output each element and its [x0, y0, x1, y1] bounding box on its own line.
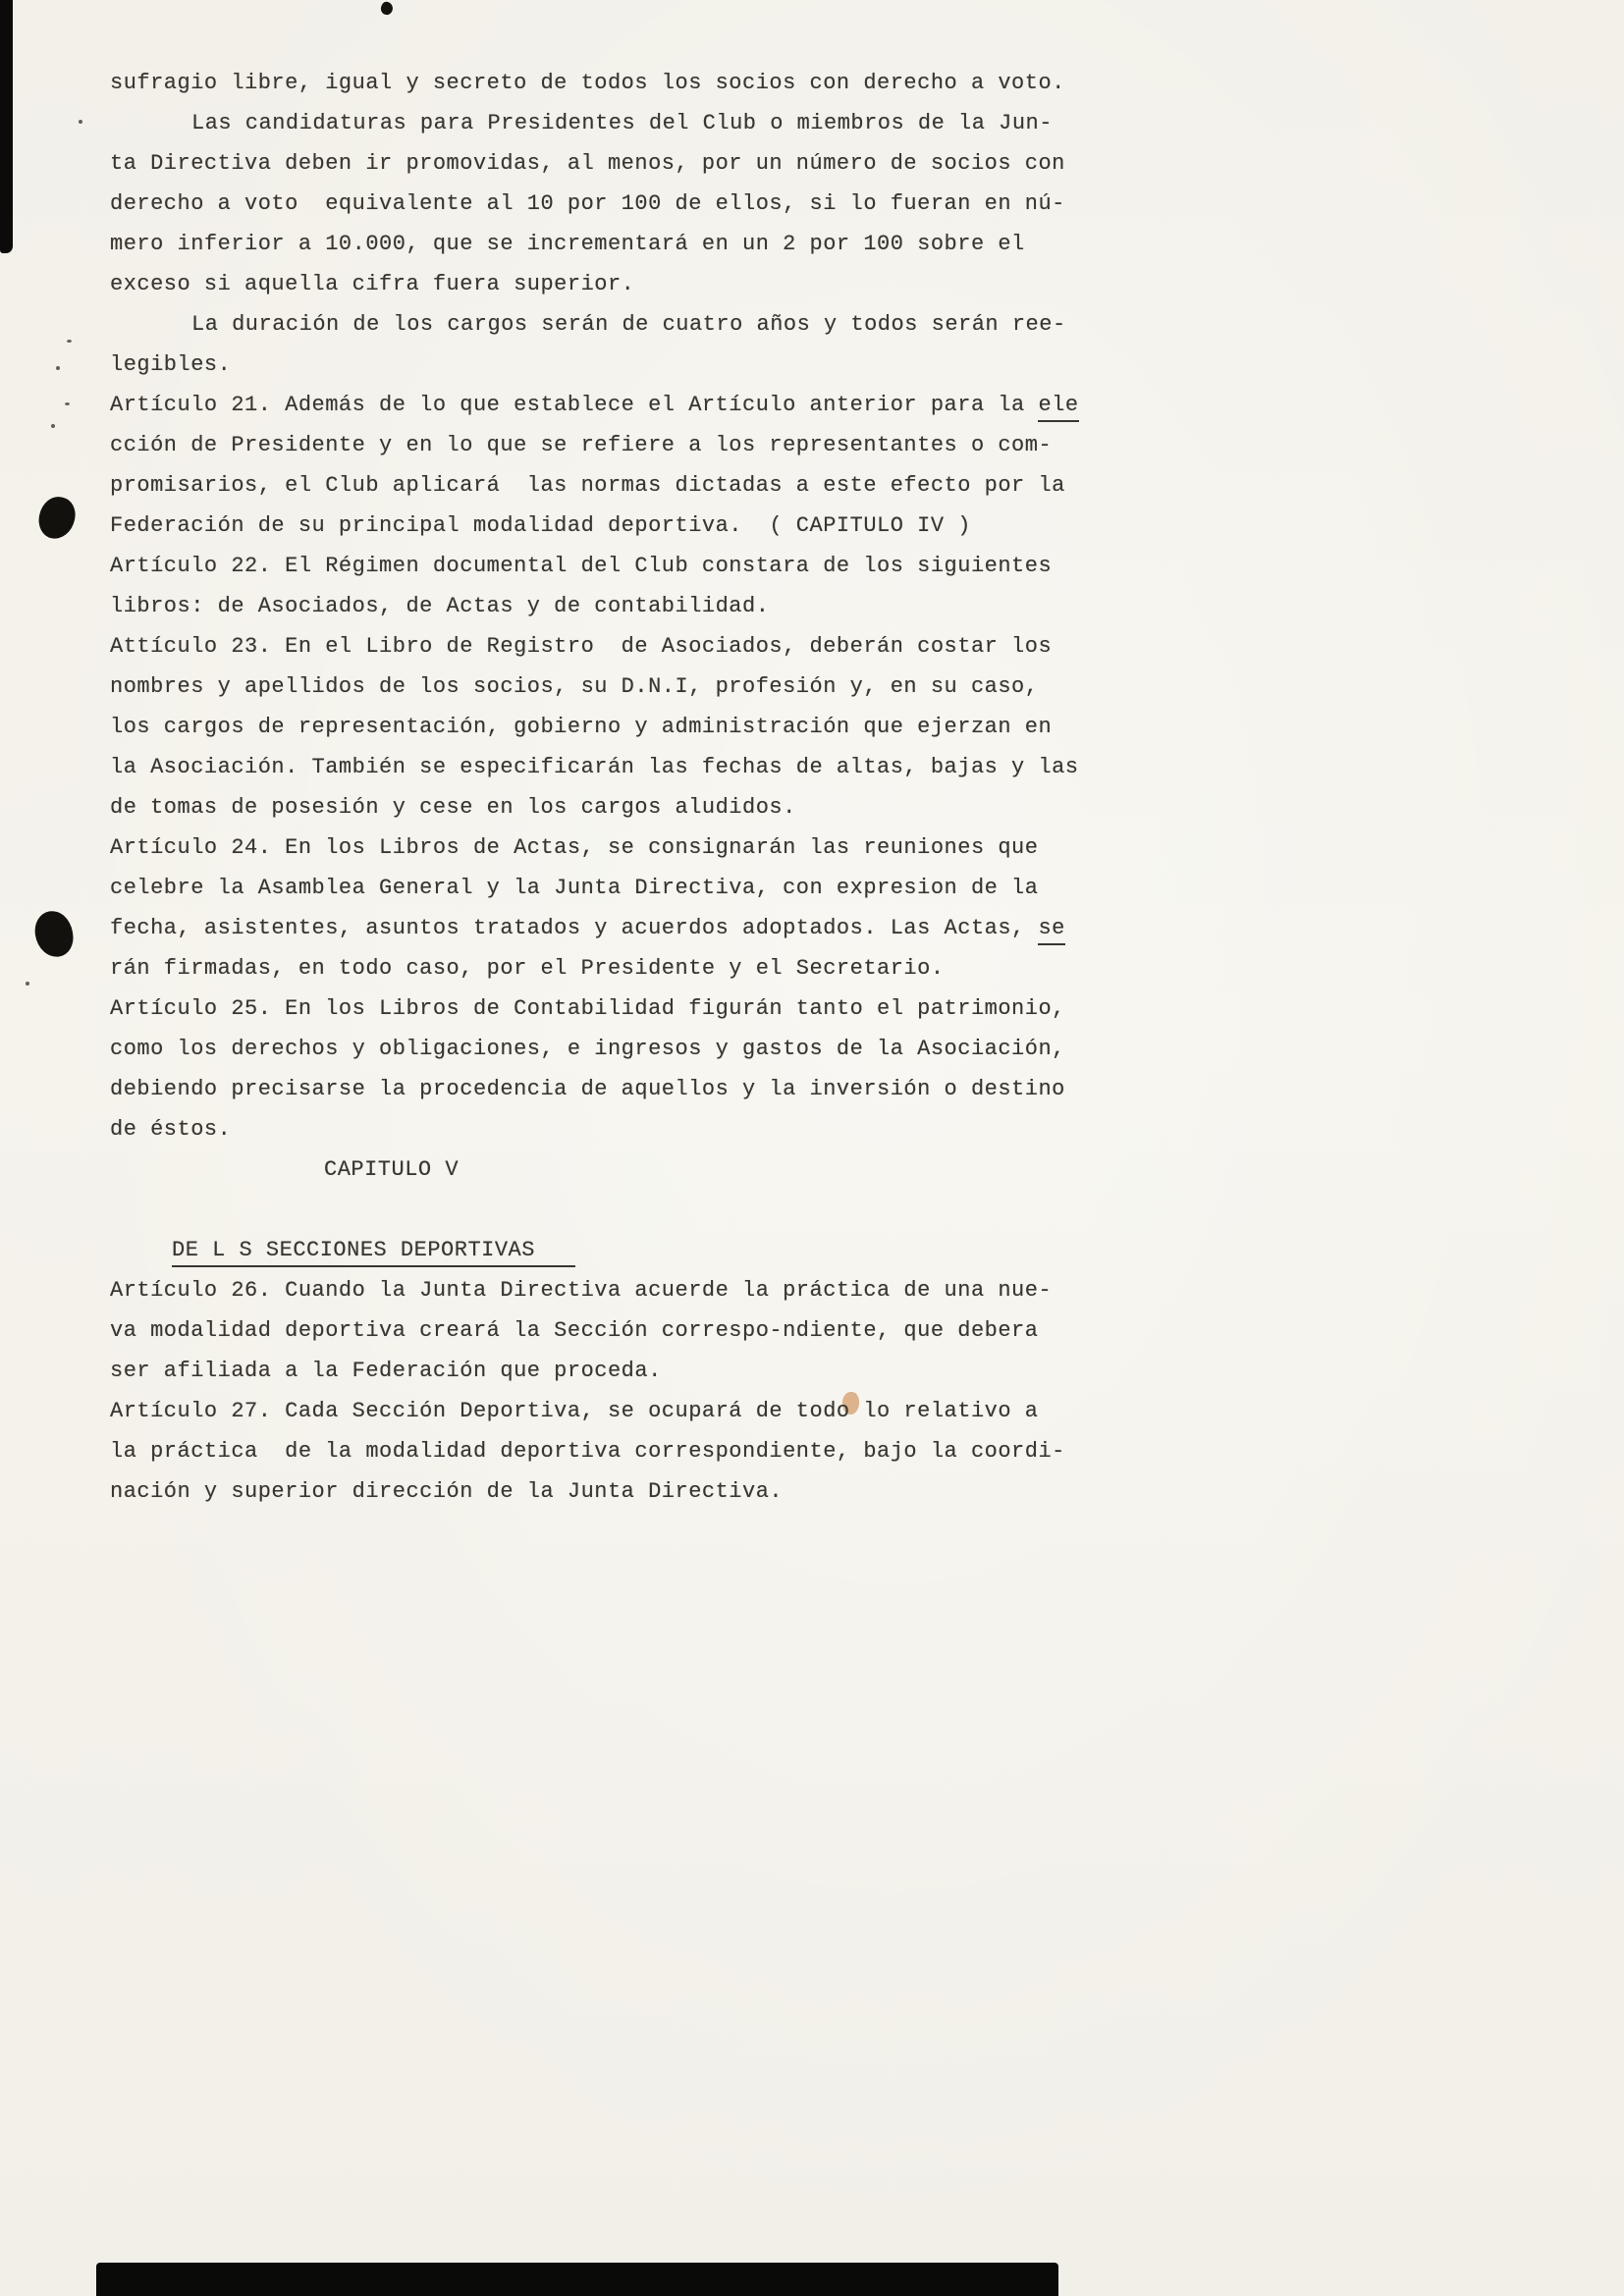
text-segment: ta Directiva deben ir promovidas, al menos, por un número de socios con	[110, 151, 1065, 176]
text-line	[110, 1431, 1102, 1471]
text-line	[110, 988, 1102, 1029]
ink-mark	[379, 0, 395, 16]
text-line	[110, 465, 1102, 506]
text-line	[110, 143, 1102, 184]
text-line	[110, 747, 1102, 787]
text-line	[110, 184, 1102, 224]
text-line	[110, 908, 1102, 948]
text-segment: nación y superior dirección de la Junta Directiva.	[110, 1479, 784, 1504]
text-line	[110, 1471, 1102, 1512]
text-segment: Artículo 27. Cada Sección Deportiva, se ocupará de todo lo relativo a	[110, 1399, 1039, 1423]
text-line	[110, 425, 1102, 465]
text-line	[110, 1029, 1102, 1069]
text-segment: fecha, asistentes, asuntos tratados y acuerdos adoptados. Las Actas,	[110, 916, 1039, 940]
text-segment: Federación de su principal modalidad deportiva. ( CAPITULO IV )	[110, 513, 971, 538]
text-line	[110, 264, 1102, 304]
text-segment: CAPITULO V	[324, 1157, 460, 1182]
ink-speck	[56, 366, 60, 370]
text-segment: rán firmadas, en todo caso, por el Presidente y el Secretario.	[110, 956, 945, 981]
text-line	[110, 707, 1102, 747]
text-line	[110, 868, 1102, 908]
text-segment: derecho a voto equivalente al 10 por 100 de ellos, si lo fueran en nú-	[110, 191, 1065, 216]
text-segment: Artículo 21. Además de lo que establece el Artículo anterior para la	[110, 393, 1039, 417]
text-segment: nombres y apellidos de los socios, su D.N.I, profesión y, en su caso,	[110, 674, 1039, 699]
text-segment: va modalidad deportiva creará la Sección correspo-ndiente, que debera	[110, 1318, 1039, 1343]
text-segment: legibles.	[110, 352, 232, 377]
text-segment: como los derechos y obligaciones, e ingresos y gastos de la Asociación,	[110, 1037, 1065, 1061]
text-segment: los cargos de representación, gobierno y administración que ejerzan en	[110, 715, 1053, 739]
text-segment: la práctica de la modalidad deportiva correspondiente, bajo la coordi-	[110, 1439, 1065, 1464]
ink-blot	[32, 908, 77, 959]
underlined-text: se	[1038, 915, 1064, 945]
text-segment: mero inferior a 10.000, que se incrementará en un 2 por 100 sobre el	[110, 232, 1025, 256]
text-line	[110, 787, 1102, 828]
text-segment: de éstos.	[110, 1117, 232, 1142]
text-line	[110, 1069, 1102, 1109]
ink-blot	[35, 494, 79, 543]
text-segment: exceso si aquella cifra fuera superior.	[110, 272, 635, 296]
text-segment: celebre la Asamblea General y la Junta Directiva, con expresion de la	[110, 876, 1039, 900]
ink-speck	[26, 982, 29, 986]
ink-speck	[79, 120, 82, 124]
text-segment: debiendo precisarse la procedencia de aquellos y la inversión o destino	[110, 1077, 1065, 1101]
text-line	[110, 63, 1102, 103]
text-segment: promisarios, el Club aplicará las normas dictadas a este efecto por la	[110, 473, 1065, 498]
text-line	[110, 667, 1102, 707]
text-line	[110, 224, 1102, 264]
text-line	[110, 1190, 1102, 1230]
text-line	[110, 304, 1102, 345]
text-segment: ser afiliada a la Federación que proceda.	[110, 1359, 662, 1383]
text-segment: Artículo 22. El Régimen documental del Club constara de los siguientes	[110, 554, 1053, 578]
text-line	[110, 626, 1102, 667]
text-segment: la Asociación. También se especificarán las fechas de altas, bajas y las	[110, 755, 1079, 779]
text-segment: Artículo 25. En los Libros de Contabilidad figurán tanto el patrimonio,	[110, 996, 1065, 1021]
text-segment: sufragio libre, igual y secreto de todos los socios con derecho a voto.	[110, 71, 1065, 95]
text-line	[110, 948, 1102, 988]
text-line	[110, 1149, 1102, 1190]
text-line	[110, 506, 1102, 546]
text-line	[110, 1109, 1102, 1149]
underlined-text: DE L S SECCIONES DEPORTIVAS	[172, 1237, 575, 1267]
text-line	[110, 1351, 1102, 1391]
text-segment: Artículo 26. Cuando la Junta Directiva acuerde la práctica de una nue-	[110, 1278, 1053, 1303]
text-segment: de tomas de posesión y cese en los cargos aludidos.	[110, 795, 796, 820]
scan-edge-bar	[0, 0, 13, 253]
text-line	[110, 828, 1102, 868]
text-line	[110, 345, 1102, 385]
text-segment: libros: de Asociados, de Actas y de contabilidad.	[110, 594, 770, 618]
text-line	[110, 546, 1102, 586]
text-segment: cción de Presidente y en lo que se refiere a los representantes o com-	[110, 433, 1053, 457]
text-line	[110, 1270, 1102, 1310]
text-segment: Las candidaturas para Presidentes del Club o miembros de la Jun-	[191, 111, 1053, 135]
text-segment: La duración de los cargos serán de cuatro años y todos serán ree-	[191, 312, 1066, 337]
text-segment: Attículo 23. En el Libro de Registro de Asociados, deberán costar los	[110, 634, 1053, 659]
document-body	[110, 63, 1102, 1512]
ink-speck	[67, 340, 72, 343]
text-line	[110, 1391, 1102, 1431]
text-line	[110, 1230, 1102, 1270]
text-line	[110, 586, 1102, 626]
text-segment: Artículo 24. En los Libros de Actas, se consignarán las reuniones que	[110, 835, 1039, 860]
underlined-text: ele	[1038, 392, 1078, 422]
ink-speck	[51, 424, 55, 428]
text-line	[110, 1310, 1102, 1351]
text-line	[110, 103, 1102, 143]
ink-speck	[65, 402, 70, 405]
scan-bottom-bar	[96, 2263, 1058, 2296]
text-line	[110, 385, 1102, 425]
